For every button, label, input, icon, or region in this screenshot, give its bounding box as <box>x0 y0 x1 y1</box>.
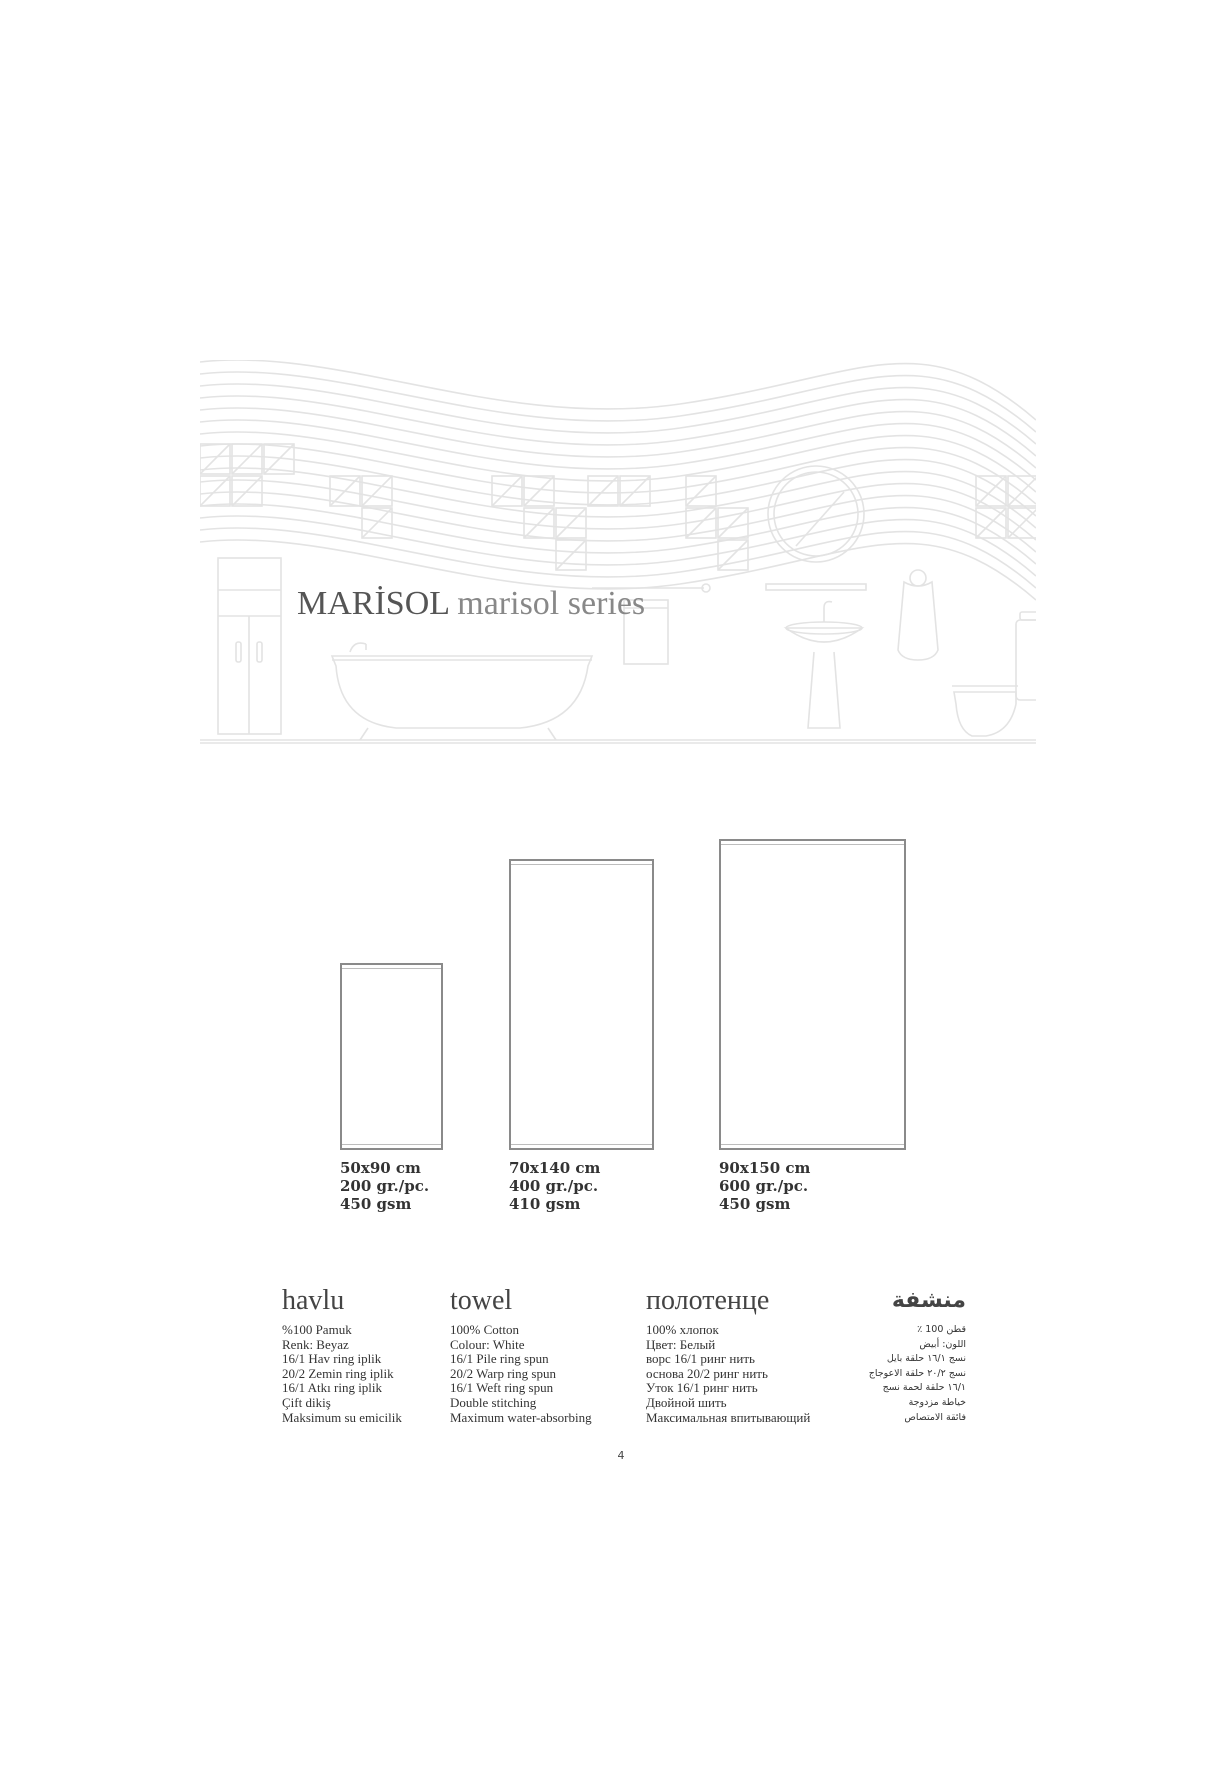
series-subtitle: marisol series <box>457 585 646 622</box>
tile-diagonal <box>362 476 392 506</box>
brand-name: MARİSOL <box>297 585 449 622</box>
tile-diagonal <box>718 508 748 538</box>
product-size: 90x150 cm <box>719 1159 811 1177</box>
tile-diagonal <box>232 444 262 474</box>
feature-line: خياطة مزدوجة <box>908 1396 966 1408</box>
tile-diagonal <box>556 540 586 570</box>
feature-line: Maksimum su emicilik <box>282 1409 402 1425</box>
wave-line <box>200 504 1036 564</box>
feature-line: ворс 16/1 ринг нить <box>646 1351 755 1367</box>
towel-medium-outline <box>509 859 654 1150</box>
product-spec-large <box>719 1159 810 1213</box>
feature-line: Double stitching <box>450 1394 537 1410</box>
feature-line: 16/1 Hav ring iplik <box>282 1351 382 1367</box>
feature-line: 16/1 Pile ring spun <box>450 1351 549 1367</box>
tile-diagonal <box>492 476 522 506</box>
feature-line: Renk: Beyaz <box>282 1336 349 1352</box>
tile-diagonal <box>976 508 1006 538</box>
column-russian <box>646 1286 810 1425</box>
product-gsm: 410 gsm <box>509 1195 581 1213</box>
column-title: منشفة <box>891 1288 966 1313</box>
feature-line: 16/1 Weft ring spun <box>450 1380 554 1396</box>
column-english <box>450 1286 592 1425</box>
product-size: 70x140 cm <box>509 1159 601 1177</box>
feature-line: Максимальная впитывающий <box>646 1409 811 1425</box>
product-gsm: 450 gsm <box>340 1195 412 1213</box>
column-title: towel <box>450 1285 513 1316</box>
feature-line: основа 20/2 ринг нить <box>646 1365 768 1381</box>
towel-small-outline <box>340 963 443 1150</box>
tile-diagonal <box>200 444 230 474</box>
feature-line: Colour: White <box>450 1336 525 1352</box>
series-title <box>297 587 645 621</box>
tile-diagonal <box>718 540 748 570</box>
feature-line: ١٦/١ حلقة لحمة نسج <box>882 1382 966 1394</box>
wave-line <box>200 516 1036 576</box>
product-spec-medium <box>509 1159 600 1213</box>
product-size: 50x90 cm <box>340 1159 421 1177</box>
feature-line: Maximum water-absorbing <box>450 1409 592 1425</box>
product-weight: 400 gr./pc. <box>509 1177 599 1195</box>
column-arabic <box>869 1286 966 1425</box>
column-turkish <box>282 1286 402 1425</box>
tile-diagonal <box>686 476 716 506</box>
column-title: полотенце <box>646 1285 770 1316</box>
product-gsm: 450 gsm <box>719 1195 791 1213</box>
page-number: 4 <box>617 1449 625 1462</box>
feature-line: 16/1 Atkı ring iplik <box>282 1380 383 1396</box>
feature-line: Çift dikiş <box>282 1394 331 1410</box>
feature-line: Двойной шить <box>646 1394 727 1410</box>
feature-line: Цвет: Белый <box>646 1336 716 1352</box>
product-spec-small <box>340 1159 429 1213</box>
tile-diagonal <box>330 476 360 506</box>
product-weight: 200 gr./pc. <box>340 1177 430 1195</box>
feature-line: قطن 100 ٪ <box>917 1324 966 1335</box>
feature-line: 20/2 Warp ring spun <box>450 1365 556 1381</box>
feature-line: 100% Cotton <box>450 1322 519 1337</box>
feature-line: نسج ٢٠/٢ حلقة الاعوجاج <box>868 1367 966 1379</box>
feature-line: اللون: أبيض <box>919 1338 966 1350</box>
feature-line: فائقة الامتصاص <box>904 1411 966 1423</box>
product-weight: 600 gr./pc. <box>719 1177 809 1195</box>
towel-large-outline <box>719 839 906 1150</box>
feature-line: نسج ١٦/١ حلقة بايل <box>886 1353 966 1365</box>
tile-diagonal <box>556 508 586 538</box>
feature-line: 20/2 Zemin ring iplik <box>282 1365 394 1381</box>
column-title: havlu <box>282 1285 345 1316</box>
bathroom-illustration <box>200 360 1036 744</box>
feature-line: 100% хлопок <box>646 1322 719 1337</box>
feature-line: %100 Pamuk <box>282 1322 352 1337</box>
feature-line: Уток 16/1 ринг нить <box>646 1380 758 1396</box>
